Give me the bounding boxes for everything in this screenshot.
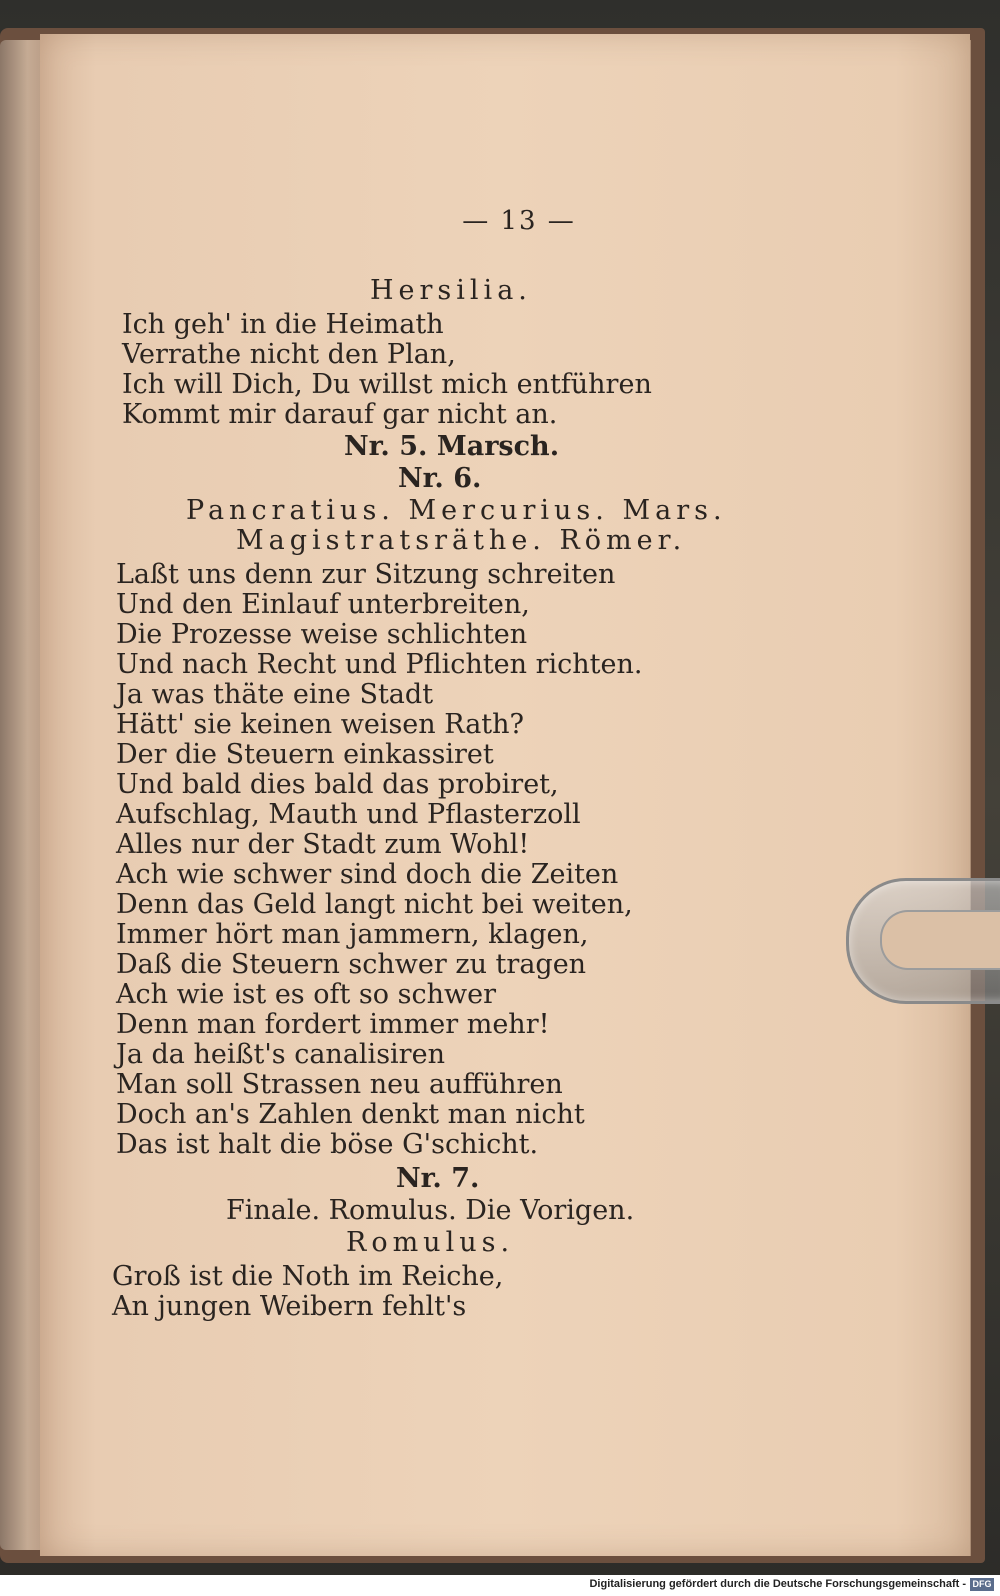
verse-line: Immer hört man jammern, klagen, bbox=[116, 919, 589, 950]
paperclip-inner-loop bbox=[880, 910, 1000, 970]
verse-line: Denn man fordert immer mehr! bbox=[116, 1009, 550, 1040]
verse-line: Alles nur der Stadt zum Wohl! bbox=[116, 829, 530, 860]
digitization-credit: Digitalisierung gefördert durch die Deutsche Forschungsgemeinschaft - bbox=[589, 1578, 966, 1590]
speaker-heading: Romulus. bbox=[346, 1227, 515, 1258]
speaker-heading: Hersilia. bbox=[370, 275, 532, 306]
page-number: — 13 — bbox=[462, 206, 576, 236]
verse-line: Und nach Recht und Pflichten richten. bbox=[116, 649, 643, 680]
number-heading: Nr. 7. bbox=[396, 1163, 480, 1194]
page-text bbox=[40, 34, 970, 1556]
verse-line: An jungen Weibern fehlt's bbox=[112, 1291, 467, 1322]
verse-line: Das ist halt die böse G'schicht. bbox=[116, 1129, 539, 1160]
verse-line: Ja da heißt's canalisiren bbox=[116, 1039, 445, 1070]
verse-line: Ich geh' in die Heimath bbox=[122, 309, 444, 340]
speaker-heading: Pancratius. Mercurius. Mars. bbox=[186, 495, 727, 526]
verse-line: Groß ist die Noth im Reiche, bbox=[112, 1261, 504, 1292]
verse-line: Ach wie schwer sind doch die Zeiten bbox=[116, 859, 619, 890]
finale-heading: Finale. Romulus. Die Vorigen. bbox=[226, 1195, 635, 1226]
number-heading: Nr. 5. Marsch. bbox=[344, 431, 560, 462]
verse-line: Doch an's Zahlen denkt man nicht bbox=[116, 1099, 585, 1130]
verse-line: Man soll Strassen neu aufführen bbox=[116, 1069, 563, 1100]
verse-line: Ich will Dich, Du willst mich entführen bbox=[122, 369, 652, 400]
verse-line: Hätt' sie keinen weisen Rath? bbox=[116, 709, 525, 740]
verse-line: Kommt mir darauf gar nicht an. bbox=[122, 399, 558, 430]
verse-line: Aufschlag, Mauth und Pflasterzoll bbox=[116, 799, 581, 830]
verse-line: Der die Steuern einkassiret bbox=[116, 739, 494, 770]
verse-line: Laßt uns denn zur Sitzung schreiten bbox=[116, 559, 616, 590]
verse-line: Ja was thäte eine Stadt bbox=[116, 679, 434, 710]
verse-line: Verrathe nicht den Plan, bbox=[122, 339, 456, 370]
verse-line: Und bald dies bald das probiret, bbox=[116, 769, 559, 800]
verse-line: Denn das Geld langt nicht bei weiten, bbox=[116, 889, 633, 920]
number-heading: Nr. 6. bbox=[398, 463, 482, 494]
verse-line: Ach wie ist es oft so schwer bbox=[116, 979, 496, 1010]
verse-line: Daß die Steuern schwer zu tragen bbox=[116, 949, 587, 980]
book-page bbox=[40, 34, 970, 1556]
verse-line: Die Prozesse weise schlichten bbox=[116, 619, 528, 650]
dfg-logo-icon: DFG bbox=[970, 1578, 994, 1591]
speaker-heading: Magistratsräthe. Römer. bbox=[236, 525, 687, 556]
verse-line: Und den Einlauf unterbreiten, bbox=[116, 589, 530, 620]
